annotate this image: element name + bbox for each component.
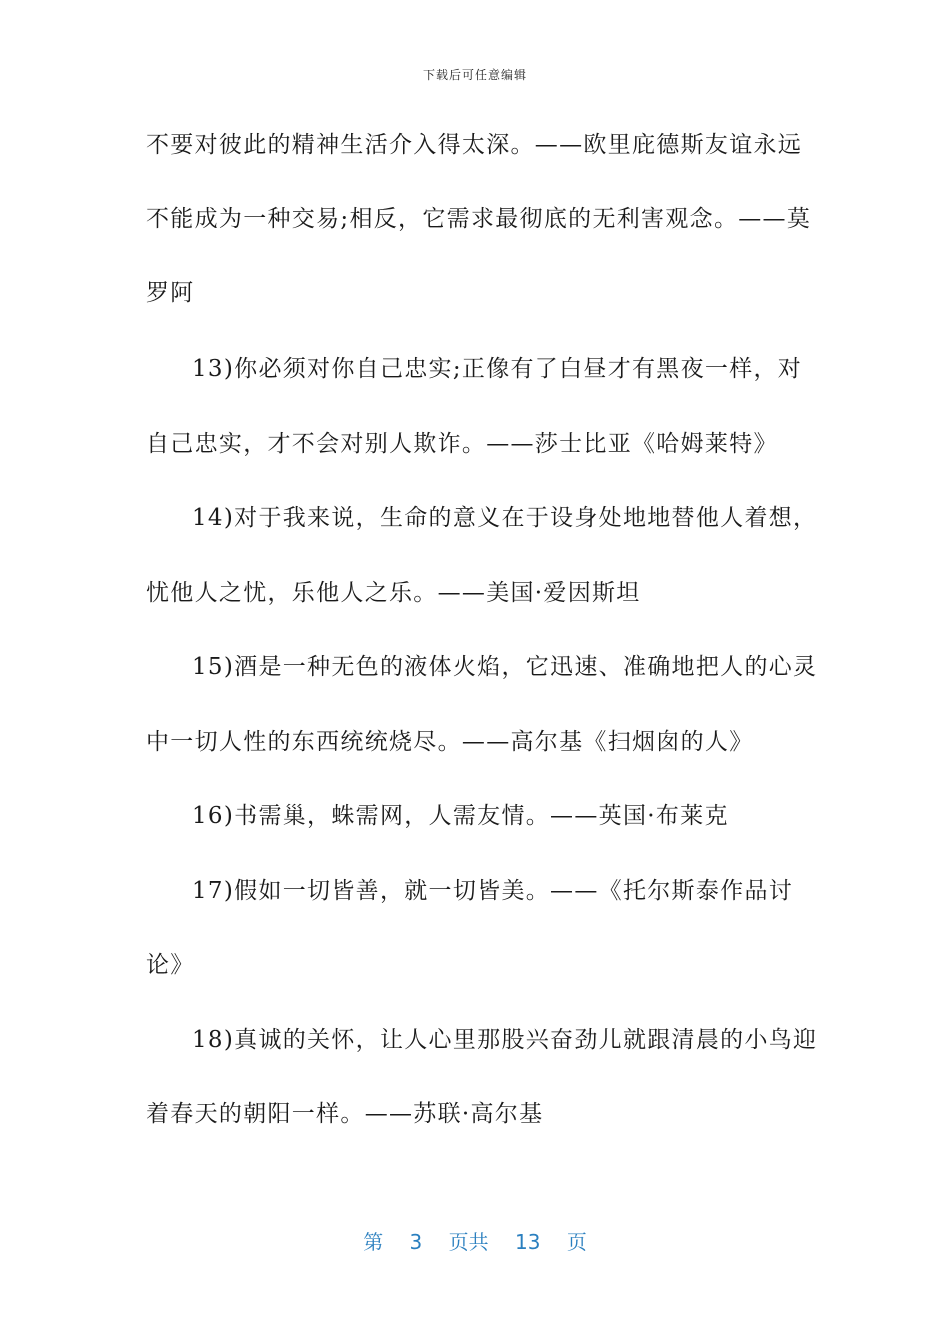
body-line: 不能成为一种交易;相反，它需求最彻底的无利害观念。——莫 [146, 206, 812, 232]
footer-current-page: 3 [409, 1230, 423, 1254]
body-line: 中一切人性的东西统统烧尽。——高尔基《扫烟囱的人》 [146, 729, 754, 755]
body-line: 着春天的朝阳一样。——苏联·高尔基 [146, 1101, 544, 1127]
body-line: 论》 [146, 952, 195, 978]
footer-total-pages: 13 [515, 1230, 541, 1254]
body-line: 罗阿 [146, 280, 195, 306]
body-line: 14)对于我来说，生命的意义在于设身处地地替他人着想， [192, 505, 818, 531]
body-line: 忧他人之忧，乐他人之乐。——美国·爱因斯坦 [146, 580, 641, 606]
body-line: 13)你必须对你自己忠实;正像有了白昼才有黑夜一样，对 [192, 356, 803, 382]
body-line: 18)真诚的关怀，让人心里那股兴奋劲儿就跟清晨的小鸟迎 [192, 1027, 818, 1053]
body-line: 15)酒是一种无色的液体火焰，它迅速、准确地把人的心灵 [192, 654, 818, 680]
footer-middle: 页共 [448, 1230, 489, 1254]
body-line: 17)假如一切皆善，就一切皆美。——《托尔斯泰作品讨 [192, 878, 794, 904]
body-line: 自己忠实，才不会对别人欺诈。——莎士比亚《哈姆莱特》 [146, 431, 778, 457]
footer-suffix: 页 [566, 1230, 587, 1254]
page-header-note: 下载后可任意编辑 [422, 68, 527, 82]
body-line: 16)书需巢，蛛需网，人需友情。——英国·布莱克 [192, 803, 729, 829]
page-footer [0, 1226, 950, 1255]
body-line: 不要对彼此的精神生活介入得太深。——欧里庇德斯友谊永远 [146, 132, 803, 158]
footer-prefix: 第 [363, 1230, 384, 1254]
